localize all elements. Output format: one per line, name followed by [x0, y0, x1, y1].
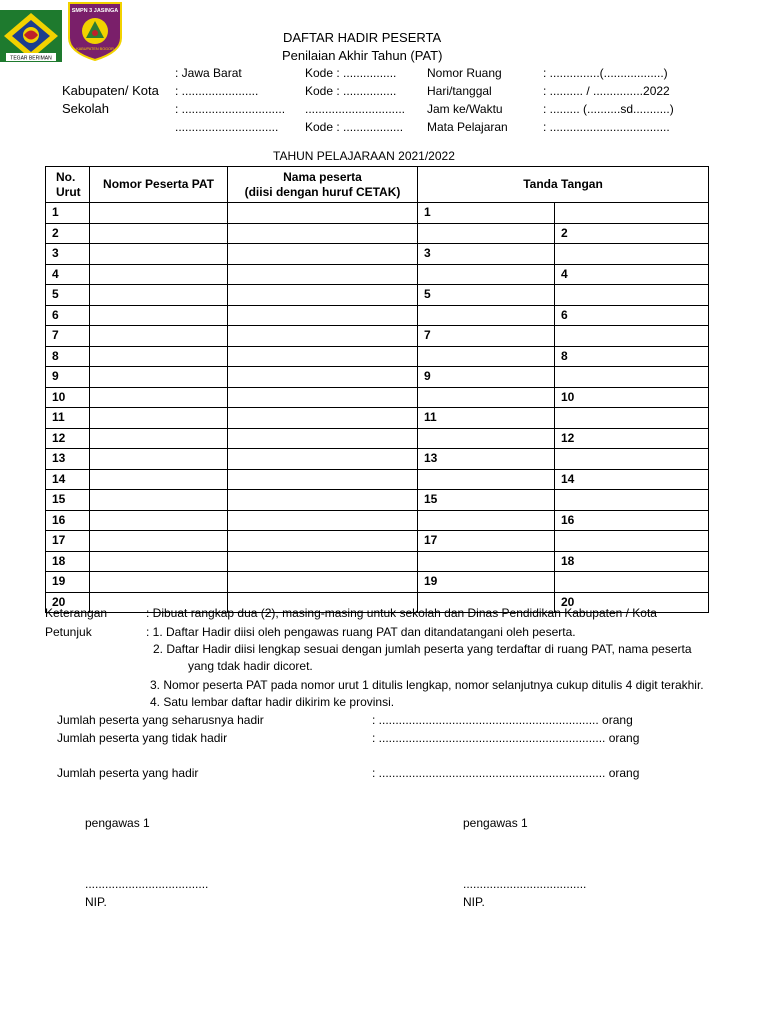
col-header-no: [46, 167, 90, 203]
row-number: 10: [46, 387, 90, 408]
kode-1: Kode : ................: [305, 66, 397, 80]
row-number: 17: [46, 531, 90, 552]
signature-cell-left[interactable]: 15: [418, 490, 555, 511]
signature-cell-right[interactable]: [555, 326, 709, 347]
signature-cell-right[interactable]: [555, 572, 709, 593]
signature-right-title: pengawas 1: [463, 816, 528, 830]
signature-cell-left[interactable]: [418, 428, 555, 449]
row-number: 18: [46, 551, 90, 572]
nomor-ruang-label: Nomor Ruang: [427, 66, 502, 80]
jam-waktu-value: : ......... (..........sd...........): [543, 102, 674, 116]
hari-tanggal-label: Hari/tanggal: [427, 84, 492, 98]
hadir-label: Jumlah peserta yang hadir: [57, 766, 199, 780]
nomor-peserta-cell[interactable]: [90, 449, 228, 470]
kabupaten-label: Kabupaten/ Kota: [62, 83, 159, 98]
kode-2: Kode : ................: [305, 84, 397, 98]
signature-cell-right[interactable]: 18: [555, 551, 709, 572]
row-number: 5: [46, 285, 90, 306]
nomor-ruang-value: : ...............(..................): [543, 66, 668, 80]
nama-peserta-cell[interactable]: [228, 469, 418, 490]
nomor-peserta-cell[interactable]: [90, 285, 228, 306]
table-row: [46, 367, 709, 388]
keterangan-text: : Dibuat rangkap dua (2), masing-masing untuk sekolah dan Dinas Pendidikan Kabupaten / Kota: [146, 606, 657, 620]
row-number: 11: [46, 408, 90, 429]
col-header-nama-line1: Nama peserta: [283, 169, 362, 184]
signature-cell-left[interactable]: [418, 223, 555, 244]
signature-cell-right[interactable]: 16: [555, 510, 709, 531]
nama-peserta-cell[interactable]: [228, 387, 418, 408]
signature-cell-left[interactable]: 17: [418, 531, 555, 552]
kode-3: Kode : ..................: [305, 120, 404, 134]
nomor-peserta-cell[interactable]: [90, 305, 228, 326]
signature-cell-left[interactable]: [418, 469, 555, 490]
hadir-value[interactable]: : .................................................................... orang: [372, 766, 640, 780]
row-number: 13: [46, 449, 90, 470]
nama-peserta-cell[interactable]: [228, 531, 418, 552]
nomor-peserta-cell[interactable]: [90, 408, 228, 429]
table-row: [46, 244, 709, 265]
nomor-peserta-cell[interactable]: [90, 428, 228, 449]
signature-cell-right[interactable]: [555, 203, 709, 224]
col-header-no-line1: No.: [56, 169, 76, 184]
nomor-peserta-cell[interactable]: [90, 572, 228, 593]
signature-right-nip: NIP.: [463, 895, 485, 909]
row-number: 7: [46, 326, 90, 347]
signature-cell-right[interactable]: 10: [555, 387, 709, 408]
petunjuk-3: 3. Nomor peserta PAT pada nomor urut 1 ditulis lengkap, nomor selanjutnya cukup ditulis 4 digit terakhir.: [150, 678, 704, 692]
signature-cell-left[interactable]: [418, 305, 555, 326]
sekolah-value: : ...............................: [175, 102, 286, 116]
col-header-nama: [228, 167, 418, 203]
nomor-peserta-cell[interactable]: [90, 387, 228, 408]
academic-year: TAHUN PELAJARAAN 2021/2022: [273, 149, 455, 163]
table-row: [46, 223, 709, 244]
nama-peserta-cell[interactable]: [228, 572, 418, 593]
table-body: [46, 203, 709, 613]
nama-peserta-cell[interactable]: [228, 244, 418, 265]
signature-cell-left[interactable]: 7: [418, 326, 555, 347]
row-number: 8: [46, 346, 90, 367]
row-number: 9: [46, 367, 90, 388]
row-number: 4: [46, 264, 90, 285]
signature-cell-right[interactable]: 2: [555, 223, 709, 244]
page-subtitle: Penilaian Akhir Tahun (PAT): [282, 48, 443, 63]
signature-cell-right[interactable]: 4: [555, 264, 709, 285]
nama-peserta-cell[interactable]: [228, 367, 418, 388]
keterangan-label: Keterangan: [45, 606, 108, 620]
table-row: [46, 469, 709, 490]
signature-cell-right[interactable]: 20: [555, 592, 709, 613]
signature-cell-right[interactable]: [555, 367, 709, 388]
nomor-peserta-cell[interactable]: [90, 490, 228, 511]
table-row: [46, 264, 709, 285]
petunjuk-2: 2. Daftar Hadir diisi lengkap sesuai dengan jumlah peserta yang terdaftar di ruang PAT, nama peserta: [153, 642, 692, 656]
nama-peserta-cell[interactable]: [228, 285, 418, 306]
row-number: 15: [46, 490, 90, 511]
table-row: [46, 346, 709, 367]
nama-peserta-cell[interactable]: [228, 326, 418, 347]
sekolah-label: Sekolah: [62, 101, 109, 116]
nomor-peserta-cell[interactable]: [90, 203, 228, 224]
nama-peserta-cell[interactable]: [228, 408, 418, 429]
col-header-nomor-peserta: Nomor Peserta PAT: [90, 167, 228, 203]
table-row: [46, 551, 709, 572]
provinsi-value: : Jawa Barat: [175, 66, 242, 80]
logo-right-text: SMPN 3 JASINGA: [72, 8, 119, 14]
nama-peserta-cell[interactable]: [228, 449, 418, 470]
kabupaten-bogor-logo: [0, 10, 62, 62]
table-row: [46, 408, 709, 429]
petunjuk-2b: yang tdak hadir dicoret.: [188, 659, 313, 673]
nomor-peserta-cell[interactable]: [90, 367, 228, 388]
nomor-peserta-cell[interactable]: [90, 244, 228, 265]
nama-peserta-cell[interactable]: [228, 223, 418, 244]
signature-left-title: pengawas 1: [85, 816, 150, 830]
row-number: 19: [46, 572, 90, 593]
table-row: [46, 572, 709, 593]
table-row: [46, 203, 709, 224]
col-header-tanda-tangan: Tanda Tangan: [418, 167, 709, 203]
table-row: [46, 490, 709, 511]
nama-peserta-cell[interactable]: [228, 305, 418, 326]
school-emblem-logo: [66, 0, 124, 62]
nama-peserta-cell[interactable]: [228, 346, 418, 367]
nama-peserta-cell[interactable]: [228, 264, 418, 285]
signature-cell-right[interactable]: [555, 449, 709, 470]
col-header-no-line2: Urut: [56, 184, 81, 199]
kode-blank: ..............................: [305, 102, 406, 116]
table-row: [46, 510, 709, 531]
row-number: 20: [46, 592, 90, 613]
signature-left-line[interactable]: .....................................: [85, 877, 209, 891]
nama-peserta-cell[interactable]: [228, 510, 418, 531]
signature-cell-right[interactable]: [555, 408, 709, 429]
col-header-nama-line2: (diisi dengan huruf CETAK): [244, 184, 401, 199]
signature-cell-left[interactable]: 19: [418, 572, 555, 593]
jam-waktu-label: Jam ke/Waktu: [427, 102, 503, 116]
table-row: [46, 305, 709, 326]
signature-cell-right[interactable]: 8: [555, 346, 709, 367]
nomor-peserta-cell[interactable]: [90, 469, 228, 490]
petunjuk-1: : 1. Daftar Hadir diisi oleh pengawas ruang PAT dan ditandatangani oleh peserta.: [146, 625, 576, 639]
tidak-hadir-label: Jumlah peserta yang tidak hadir: [57, 731, 228, 745]
signature-cell-left[interactable]: 13: [418, 449, 555, 470]
table-header-row: [46, 167, 709, 203]
nomor-peserta-cell[interactable]: [90, 326, 228, 347]
table-row: [46, 326, 709, 347]
signature-cell-right[interactable]: 12: [555, 428, 709, 449]
signature-cell-right[interactable]: [555, 285, 709, 306]
nomor-peserta-cell[interactable]: [90, 531, 228, 552]
nama-peserta-cell[interactable]: [228, 428, 418, 449]
mata-pelajaran-label: Mata Pelajaran: [427, 120, 508, 134]
page-title: DAFTAR HADIR PESERTA: [283, 30, 442, 45]
mata-pelajaran-value: : ....................................: [543, 120, 670, 134]
table-row: [46, 285, 709, 306]
tidak-hadir-value[interactable]: : .................................................................... orang: [372, 731, 640, 745]
signature-cell-left[interactable]: 5: [418, 285, 555, 306]
signature-cell-left[interactable]: [418, 510, 555, 531]
row-number: 3: [46, 244, 90, 265]
hari-tanggal-value: : .......... / ...............2022: [543, 84, 670, 98]
row-number: 14: [46, 469, 90, 490]
kabupaten-value: : .......................: [175, 84, 259, 98]
seharusnya-hadir-label: Jumlah peserta yang seharusnya hadir: [57, 713, 264, 727]
signature-cell-right[interactable]: 14: [555, 469, 709, 490]
attendance-table: [45, 166, 709, 613]
seharusnya-hadir-value[interactable]: : .................................................................. orang: [372, 713, 633, 727]
nomor-peserta-cell[interactable]: [90, 264, 228, 285]
row-number: 1: [46, 203, 90, 224]
nama-peserta-cell[interactable]: [228, 490, 418, 511]
row-number: 6: [46, 305, 90, 326]
logo-right-subtext: KABUPATEN BOGOR: [76, 47, 115, 51]
signature-cell-left[interactable]: [418, 264, 555, 285]
signature-cell-left[interactable]: 9: [418, 367, 555, 388]
row-number: 12: [46, 428, 90, 449]
signature-cell-right[interactable]: 6: [555, 305, 709, 326]
nomor-peserta-cell[interactable]: [90, 551, 228, 572]
nomor-peserta-cell[interactable]: [90, 346, 228, 367]
signature-cell-right[interactable]: [555, 490, 709, 511]
blank-value: ...............................: [175, 120, 279, 134]
row-number: 16: [46, 510, 90, 531]
signature-right-line[interactable]: .....................................: [463, 877, 587, 891]
petunjuk-label: Petunjuk: [45, 625, 92, 639]
signature-cell-left[interactable]: [418, 551, 555, 572]
table-row: [46, 428, 709, 449]
table-row: [46, 449, 709, 470]
signature-left-nip: NIP.: [85, 895, 107, 909]
petunjuk-4: 4. Satu lembar daftar hadir dikirim ke provinsi.: [150, 695, 395, 709]
nama-peserta-cell[interactable]: [228, 203, 418, 224]
signature-cell-right[interactable]: [555, 244, 709, 265]
table-row: [46, 531, 709, 552]
signature-cell-left[interactable]: 1: [418, 203, 555, 224]
signature-cell-left[interactable]: [418, 387, 555, 408]
table-row: [46, 387, 709, 408]
nomor-peserta-cell[interactable]: [90, 510, 228, 531]
signature-cell-left[interactable]: [418, 346, 555, 367]
signature-cell-left[interactable]: 3: [418, 244, 555, 265]
signature-cell-left[interactable]: 11: [418, 408, 555, 429]
row-number: 2: [46, 223, 90, 244]
nama-peserta-cell[interactable]: [228, 551, 418, 572]
logo-left-text: TEGAR BERIMAN: [10, 55, 52, 62]
nomor-peserta-cell[interactable]: [90, 223, 228, 244]
signature-cell-right[interactable]: [555, 531, 709, 552]
